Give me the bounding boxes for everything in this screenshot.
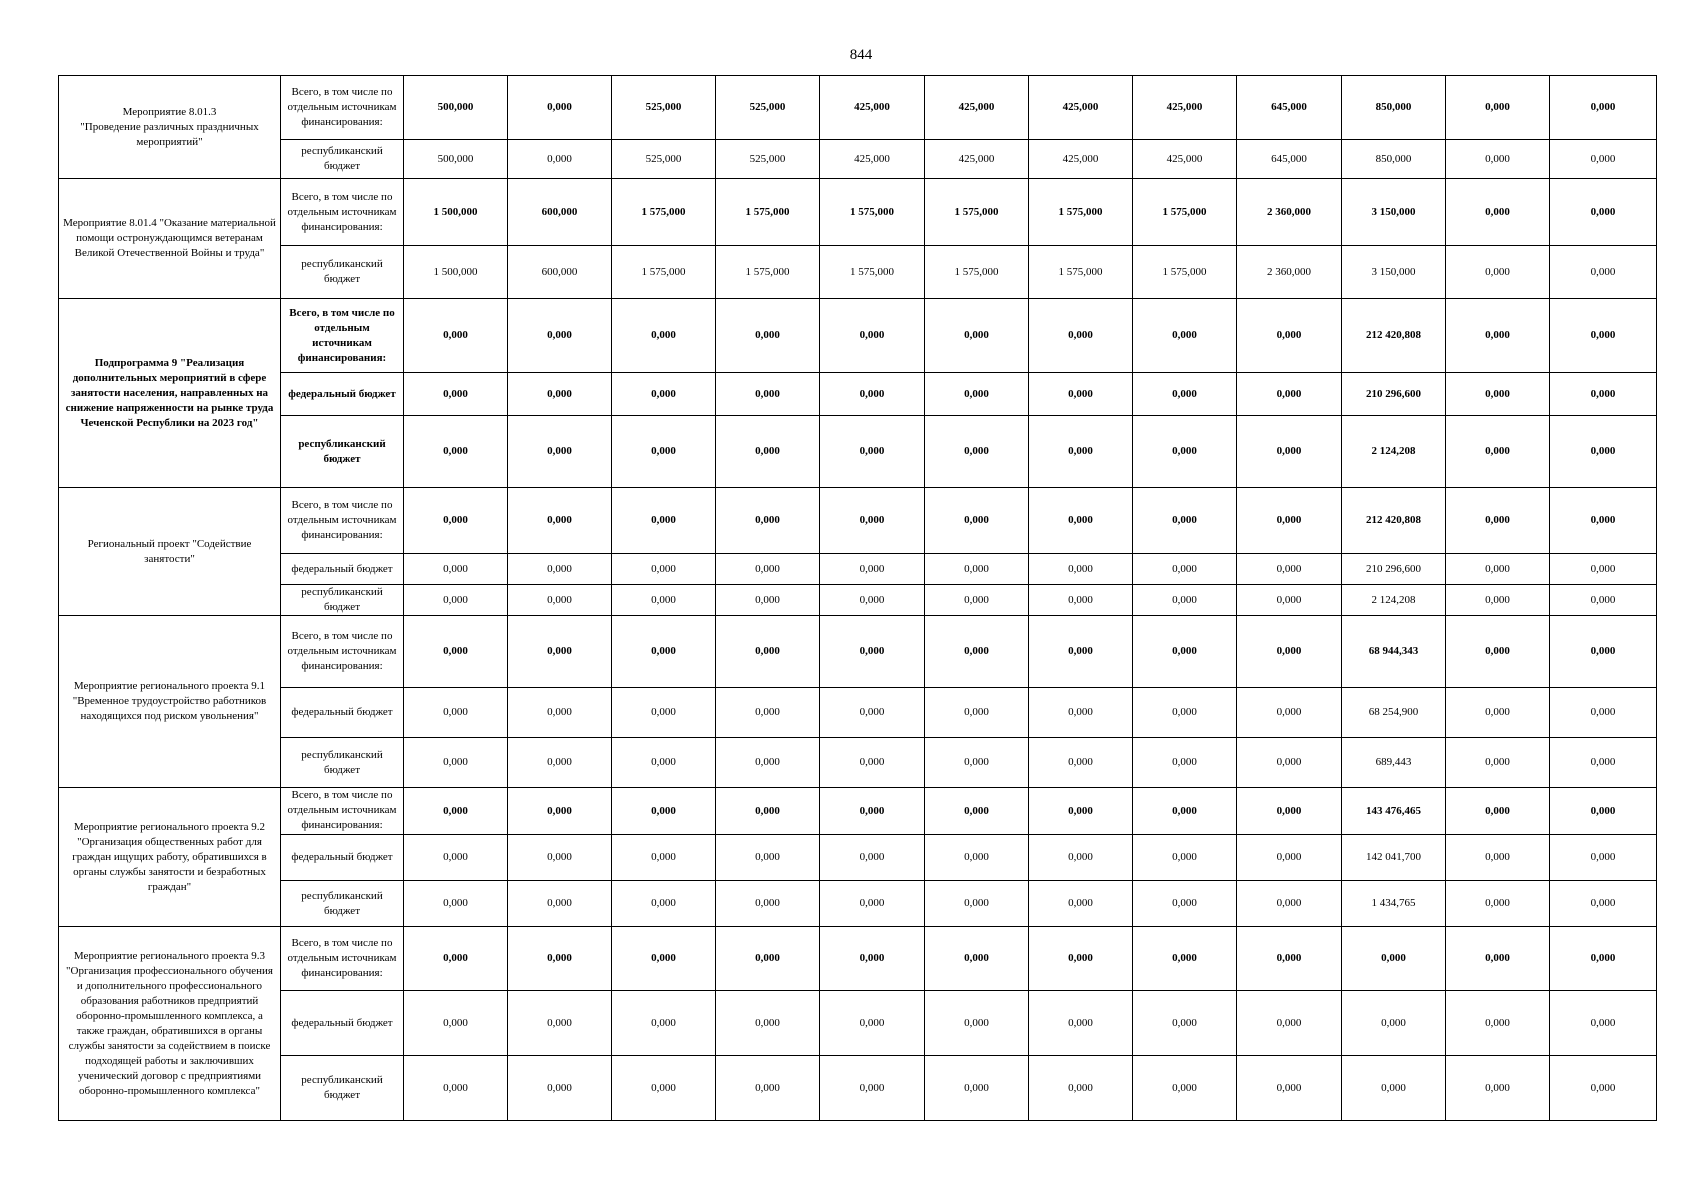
amount-cell: 0,000 [716,299,820,373]
amount-cell: 0,000 [1237,488,1342,554]
amount-cell: 0,000 [1550,881,1657,927]
table-row [59,554,1657,585]
amount-cell: 0,000 [612,927,716,991]
amount-cell: 0,000 [925,1056,1029,1121]
amount-cell: 0,000 [1550,616,1657,688]
amount-cell: 0,000 [508,140,612,179]
amount-cell: 0,000 [1446,246,1550,299]
amount-cell: 0,000 [925,738,1029,788]
amount-cell: 0,000 [1029,738,1133,788]
amount-cell: 0,000 [508,76,612,140]
funding-source-cell: Всего, в том числе по отдельным источникам финансирования: [281,927,404,991]
amount-cell: 0,000 [1133,616,1237,688]
table-row [59,788,1657,835]
table-row [59,76,1657,140]
amount-cell: 0,000 [1446,881,1550,927]
funding-source-cell: федеральный бюджет [281,554,404,585]
amount-cell: 0,000 [404,688,508,738]
amount-cell: 0,000 [508,835,612,881]
amount-cell: 689,443 [1342,738,1446,788]
amount-cell: 0,000 [925,788,1029,835]
amount-cell: 0,000 [1237,299,1342,373]
amount-cell: 1 575,000 [716,179,820,246]
amount-cell: 0,000 [716,881,820,927]
amount-cell: 0,000 [1133,738,1237,788]
amount-cell: 425,000 [1029,140,1133,179]
amount-cell: 212 420,808 [1342,299,1446,373]
table-row [59,140,1657,179]
amount-cell: 212 420,808 [1342,488,1446,554]
funding-source-cell: республиканский бюджет [281,585,404,616]
amount-cell: 0,000 [612,299,716,373]
funding-source-cell: Всего, в том числе по отдельным источникам финансирования: [281,488,404,554]
amount-cell: 525,000 [716,140,820,179]
amount-cell: 0,000 [508,488,612,554]
amount-cell: 0,000 [1550,299,1657,373]
amount-cell: 0,000 [1029,616,1133,688]
amount-cell: 0,000 [612,788,716,835]
amount-cell: 0,000 [404,881,508,927]
table-row [59,585,1657,616]
amount-cell: 68 254,900 [1342,688,1446,738]
amount-cell: 0,000 [508,738,612,788]
amount-cell: 425,000 [925,76,1029,140]
amount-cell: 0,000 [820,585,925,616]
table-body [59,76,1657,1121]
amount-cell: 645,000 [1237,140,1342,179]
amount-cell: 0,000 [925,299,1029,373]
amount-cell: 0,000 [925,585,1029,616]
amount-cell: 0,000 [404,373,508,416]
amount-cell: 0,000 [1133,373,1237,416]
funding-source-cell: республиканский бюджет [281,738,404,788]
amount-cell: 0,000 [820,881,925,927]
amount-cell: 0,000 [925,616,1029,688]
amount-cell: 0,000 [820,299,925,373]
amount-cell: 425,000 [1029,76,1133,140]
amount-cell: 3 150,000 [1342,246,1446,299]
item-name-cell: Мероприятие 8.01.4 "Оказание материальной помощи остронуждающимся ветеранам Великой Отечественной Войны и труда" [59,179,281,299]
amount-cell: 1 500,000 [404,179,508,246]
amount-cell: 0,000 [1133,991,1237,1056]
amount-cell: 0,000 [1029,1056,1133,1121]
amount-cell: 525,000 [716,76,820,140]
amount-cell: 0,000 [1237,554,1342,585]
amount-cell: 0,000 [612,835,716,881]
amount-cell: 0,000 [1133,1056,1237,1121]
amount-cell: 0,000 [1237,835,1342,881]
amount-cell: 850,000 [1342,76,1446,140]
amount-cell: 0,000 [1029,416,1133,488]
amount-cell: 0,000 [1237,788,1342,835]
amount-cell: 0,000 [1550,76,1657,140]
amount-cell: 0,000 [1550,179,1657,246]
budget-table [58,75,1657,1121]
amount-cell: 0,000 [1029,991,1133,1056]
amount-cell: 0,000 [612,416,716,488]
table-row [59,616,1657,688]
amount-cell: 0,000 [1133,881,1237,927]
amount-cell: 500,000 [404,140,508,179]
amount-cell: 0,000 [1446,616,1550,688]
amount-cell: 0,000 [1029,299,1133,373]
amount-cell: 0,000 [1237,373,1342,416]
amount-cell: 0,000 [508,1056,612,1121]
amount-cell: 0,000 [1446,416,1550,488]
table-row [59,881,1657,927]
amount-cell: 0,000 [1342,1056,1446,1121]
amount-cell: 425,000 [1133,140,1237,179]
amount-cell: 0,000 [1237,616,1342,688]
funding-source-cell: федеральный бюджет [281,688,404,738]
table-row [59,927,1657,991]
amount-cell: 0,000 [925,373,1029,416]
amount-cell: 142 041,700 [1342,835,1446,881]
amount-cell: 0,000 [1446,927,1550,991]
amount-cell: 0,000 [1029,788,1133,835]
amount-cell: 600,000 [508,246,612,299]
amount-cell: 0,000 [925,835,1029,881]
amount-cell: 0,000 [820,1056,925,1121]
amount-cell: 0,000 [1550,416,1657,488]
amount-cell: 0,000 [404,585,508,616]
funding-source-cell: республиканский бюджет [281,416,404,488]
funding-source-label: Всего, в том числе по отдельным источникам финансирования: [287,789,397,831]
amount-cell: 0,000 [508,585,612,616]
amount-cell: 0,000 [612,616,716,688]
amount-cell: 0,000 [820,738,925,788]
amount-cell: 1 575,000 [925,179,1029,246]
amount-cell: 1 575,000 [1029,179,1133,246]
amount-cell: 0,000 [1446,1056,1550,1121]
funding-source-cell: республиканский бюджет [281,881,404,927]
amount-cell: 0,000 [716,488,820,554]
table-row [59,488,1657,554]
amount-cell: 0,000 [820,991,925,1056]
amount-cell: 0,000 [1550,688,1657,738]
amount-cell: 0,000 [820,416,925,488]
amount-cell: 0,000 [1133,927,1237,991]
amount-cell: 425,000 [925,140,1029,179]
amount-cell: 0,000 [925,554,1029,585]
funding-source-cell: республиканский бюджет [281,140,404,179]
amount-cell: 0,000 [716,927,820,991]
amount-cell: 0,000 [1133,299,1237,373]
funding-source-cell: Всего, в том числе по отдельным источникам финансирования: [281,76,404,140]
amount-cell: 0,000 [1446,585,1550,616]
amount-cell: 3 150,000 [1342,179,1446,246]
amount-cell: 0,000 [612,373,716,416]
amount-cell: 0,000 [1133,416,1237,488]
amount-cell: 0,000 [820,488,925,554]
item-name-cell: Региональный проект "Содействие занятости" [59,488,281,616]
amount-cell: 0,000 [612,554,716,585]
amount-cell: 0,000 [716,1056,820,1121]
amount-cell: 0,000 [1446,788,1550,835]
amount-cell: 0,000 [820,688,925,738]
amount-cell: 0,000 [1029,881,1133,927]
amount-cell: 0,000 [404,616,508,688]
amount-cell: 0,000 [1550,373,1657,416]
amount-cell: 0,000 [1550,246,1657,299]
amount-cell: 2 360,000 [1237,179,1342,246]
amount-cell: 0,000 [1550,140,1657,179]
table-row [59,373,1657,416]
table-row [59,835,1657,881]
amount-cell: 0,000 [1550,585,1657,616]
amount-cell: 0,000 [1133,554,1237,585]
amount-cell: 0,000 [716,788,820,835]
amount-cell: 0,000 [1446,688,1550,738]
amount-cell: 0,000 [716,991,820,1056]
amount-cell: 0,000 [1446,179,1550,246]
amount-cell: 0,000 [612,738,716,788]
item-name-cell: Мероприятие регионального проекта 9.2 "Организация общественных работ для граждан ищущих работу, обратившихся в органы службы занятости и безработных граждан" [59,788,281,927]
funding-source-cell: республиканский бюджет [281,1056,404,1121]
table-row [59,299,1657,373]
amount-cell: 0,000 [612,488,716,554]
table-row [59,179,1657,246]
amount-cell: 0,000 [1550,991,1657,1056]
amount-cell: 1 575,000 [1029,246,1133,299]
amount-cell: 0,000 [1446,140,1550,179]
amount-cell: 1 575,000 [1133,179,1237,246]
amount-cell: 0,000 [716,554,820,585]
amount-cell: 1 575,000 [612,246,716,299]
amount-cell: 210 296,600 [1342,373,1446,416]
amount-cell: 1 575,000 [925,246,1029,299]
amount-cell: 0,000 [1133,488,1237,554]
amount-cell: 425,000 [820,76,925,140]
amount-cell: 0,000 [1550,738,1657,788]
amount-cell: 0,000 [508,554,612,585]
amount-cell: 0,000 [404,738,508,788]
amount-cell: 0,000 [820,927,925,991]
amount-cell: 0,000 [1029,488,1133,554]
amount-cell: 0,000 [1550,488,1657,554]
amount-cell: 0,000 [404,416,508,488]
amount-cell: 0,000 [508,416,612,488]
amount-cell: 0,000 [1446,991,1550,1056]
amount-cell: 0,000 [404,554,508,585]
funding-source-cell: республиканский бюджет [281,246,404,299]
amount-cell: 2 124,208 [1342,585,1446,616]
amount-cell: 0,000 [820,835,925,881]
amount-cell: 850,000 [1342,140,1446,179]
amount-cell: 2 124,208 [1342,416,1446,488]
amount-cell: 68 944,343 [1342,616,1446,688]
amount-cell: 0,000 [1237,738,1342,788]
table-row [59,1056,1657,1121]
amount-cell: 0,000 [612,881,716,927]
amount-cell: 0,000 [1029,373,1133,416]
amount-cell: 0,000 [1029,835,1133,881]
amount-cell: 0,000 [1550,554,1657,585]
funding-source-cell: федеральный бюджет [281,373,404,416]
amount-cell: 0,000 [1133,585,1237,616]
amount-cell: 0,000 [1446,76,1550,140]
amount-cell: 0,000 [925,927,1029,991]
amount-cell: 0,000 [716,616,820,688]
amount-cell: 0,000 [1550,1056,1657,1121]
amount-cell: 0,000 [925,688,1029,738]
amount-cell: 0,000 [1029,927,1133,991]
funding-source-cell: Всего, в том числе по отдельным источникам финансирования: [281,179,404,246]
amount-cell: 0,000 [404,299,508,373]
amount-cell: 1 575,000 [612,179,716,246]
amount-cell: 500,000 [404,76,508,140]
amount-cell: 0,000 [925,488,1029,554]
amount-cell: 143 476,465 [1342,788,1446,835]
amount-cell: 0,000 [1237,585,1342,616]
table-row [59,246,1657,299]
funding-source-cell: федеральный бюджет [281,835,404,881]
amount-cell: 0,000 [1446,488,1550,554]
amount-cell: 0,000 [612,991,716,1056]
amount-cell: 0,000 [508,991,612,1056]
amount-cell: 0,000 [716,416,820,488]
amount-cell: 0,000 [1133,788,1237,835]
amount-cell: 0,000 [508,881,612,927]
funding-source-cell: Всего, в том числе по отдельным источникам финансирования: [281,616,404,688]
amount-cell: 0,000 [925,416,1029,488]
amount-cell: 0,000 [1029,688,1133,738]
amount-cell: 0,000 [508,616,612,688]
amount-cell: 1 575,000 [820,179,925,246]
funding-source-cell: Всего, в том числе по отдельным источникам финансирования: [281,299,404,373]
amount-cell: 0,000 [508,688,612,738]
amount-cell: 525,000 [612,140,716,179]
table-row [59,991,1657,1056]
amount-cell: 600,000 [508,179,612,246]
amount-cell: 645,000 [1237,76,1342,140]
amount-cell: 0,000 [820,788,925,835]
amount-cell: 0,000 [716,373,820,416]
amount-cell: 525,000 [612,76,716,140]
amount-cell: 0,000 [1133,835,1237,881]
amount-cell: 0,000 [1550,835,1657,881]
amount-cell: 0,000 [1446,554,1550,585]
amount-cell: 0,000 [612,585,716,616]
item-name-cell: Подпрограмма 9 "Реализация дополнительных мероприятий в сфере занятости населения, направленных на снижение напряженности на рынке труда Чеченской Республики на 2023 год" [59,299,281,488]
item-name-cell: Мероприятие регионального проекта 9.3 "Организация профессионального обучения и дополнительного профессионального образования работников предприятий оборонно-промышленного комплекса, а также граждан, обратившихся в органы службы занятости за содействием в поиске подходящей работы и заключивших ученический договор с предприятиями оборонно-промышленного комплекса" [59,927,281,1121]
amount-cell: 0,000 [1237,688,1342,738]
amount-cell: 0,000 [1029,585,1133,616]
amount-cell: 0,000 [925,991,1029,1056]
amount-cell: 0,000 [1237,881,1342,927]
amount-cell: 210 296,600 [1342,554,1446,585]
amount-cell: 0,000 [716,738,820,788]
amount-cell: 0,000 [1029,554,1133,585]
amount-cell: 0,000 [1446,299,1550,373]
amount-cell: 0,000 [404,927,508,991]
amount-cell: 0,000 [1342,991,1446,1056]
amount-cell: 0,000 [404,1056,508,1121]
item-name-cell: Мероприятие регионального проекта 9.1 "Временное трудоустройство работников находящихся под риском увольнения" [59,616,281,788]
amount-cell: 0,000 [404,488,508,554]
amount-cell: 1 575,000 [820,246,925,299]
amount-cell: 0,000 [820,373,925,416]
amount-cell: 0,000 [716,688,820,738]
amount-cell: 1 575,000 [716,246,820,299]
funding-source-cell: федеральный бюджет [281,991,404,1056]
amount-cell: 0,000 [716,585,820,616]
amount-cell: 0,000 [1237,416,1342,488]
amount-cell: 0,000 [404,788,508,835]
amount-cell: 0,000 [508,788,612,835]
amount-cell: 0,000 [508,373,612,416]
amount-cell: 2 360,000 [1237,246,1342,299]
amount-cell: 0,000 [1237,991,1342,1056]
amount-cell: 1 575,000 [1133,246,1237,299]
amount-cell: 1 434,765 [1342,881,1446,927]
amount-cell: 0,000 [612,1056,716,1121]
amount-cell: 0,000 [1446,373,1550,416]
page-number: 844 [849,47,873,63]
amount-cell: 0,000 [1446,738,1550,788]
item-name-cell: Мероприятие 8.01.3 "Проведение различных праздничных мероприятий" [59,76,281,179]
amount-cell: 0,000 [1342,927,1446,991]
amount-cell: 0,000 [925,881,1029,927]
funding-source-cell [281,788,404,835]
amount-cell: 0,000 [1133,688,1237,738]
amount-cell: 0,000 [404,991,508,1056]
amount-cell: 0,000 [1446,835,1550,881]
amount-cell: 0,000 [508,299,612,373]
amount-cell: 0,000 [404,835,508,881]
table-row [59,688,1657,738]
amount-cell: 425,000 [1133,76,1237,140]
amount-cell: 1 500,000 [404,246,508,299]
amount-cell: 0,000 [820,554,925,585]
amount-cell: 0,000 [1550,788,1657,835]
amount-cell: 0,000 [1550,927,1657,991]
amount-cell: 0,000 [508,927,612,991]
amount-cell: 0,000 [1237,1056,1342,1121]
amount-cell: 0,000 [820,616,925,688]
amount-cell: 0,000 [716,835,820,881]
amount-cell: 0,000 [612,688,716,738]
amount-cell: 425,000 [820,140,925,179]
table-row [59,416,1657,488]
table-row [59,738,1657,788]
amount-cell: 0,000 [1237,927,1342,991]
